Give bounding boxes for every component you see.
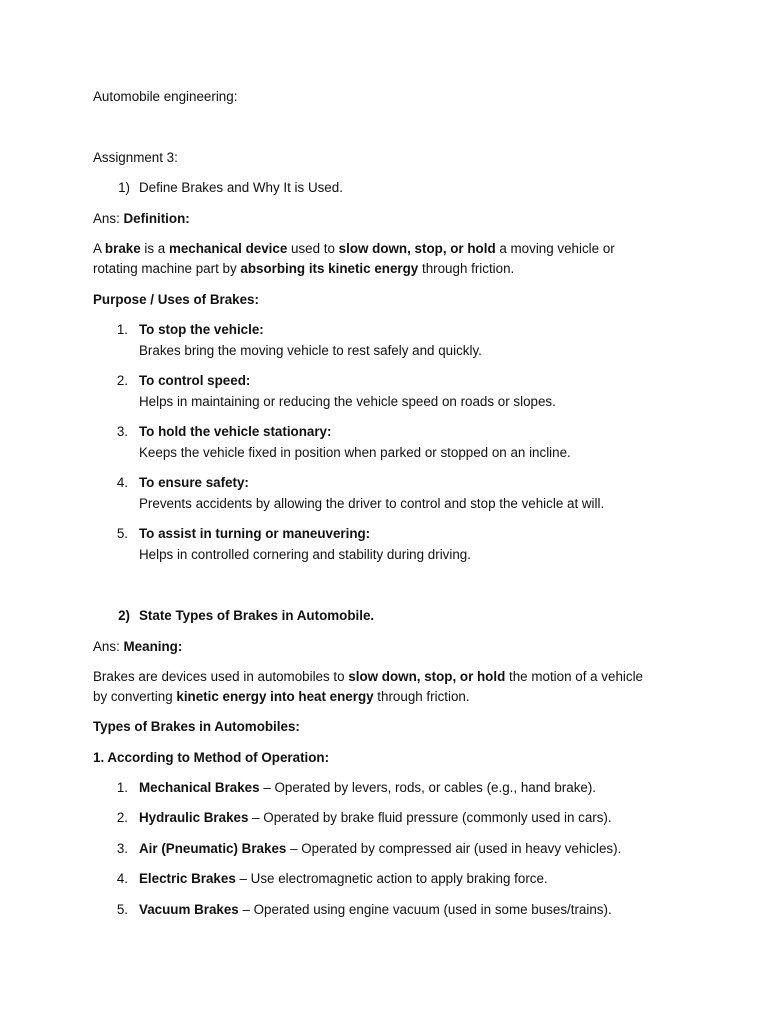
type-desc: – Operated using engine vacuum (used in some buses/trains). [238,902,612,917]
purpose-item-desc: Keeps the vehicle fixed in position when parked or stopped on an incline. [139,445,571,460]
question-2-text: State Types of Brakes in Automobile. [139,608,375,623]
text-run: through friction. [418,261,515,276]
definition-line-2 [93,259,514,279]
text-run: rotating machine part by [93,261,241,276]
type-item [139,869,548,889]
text-run: A [93,241,105,256]
purpose-item-title: To stop the vehicle: [139,322,264,337]
bold-run: absorbing its kinetic energy [240,261,419,276]
purpose-item-desc: Brakes bring the moving vehicle to rest safely and quickly. [139,343,482,358]
type-name: Electric Brakes [139,871,236,886]
bold-run: mechanical device [168,241,288,256]
text-run: through friction. [373,689,470,704]
text-run: a moving vehicle or [495,241,615,256]
purpose-item-title: To assist in turning or maneuvering: [139,526,371,541]
assignment-title: Assignment 3: [93,150,178,165]
bold-run: slow down, stop, or hold [348,669,506,684]
types-heading: Types of Brakes in Automobiles: [93,719,300,734]
meaning-label: Meaning: [123,639,183,654]
method-heading: 1. According to Method of Operation: [93,750,330,765]
type-item-number: 4. [116,871,128,886]
text-run: Brakes are devices used in automobiles to [93,669,349,684]
purpose-item-desc: Helps in controlled cornering and stability during driving. [139,547,471,562]
type-item [139,900,612,920]
text-run: used to [287,241,339,256]
bold-run: kinetic energy into heat energy [176,689,374,704]
type-desc: – Operated by brake fluid pressure (commonly used in cars). [248,810,612,825]
meaning-line-1 [93,667,643,687]
type-name: Air (Pneumatic) Brakes [139,841,287,856]
type-desc: – Operated by levers, rods, or cables (e.g., hand brake). [259,780,597,795]
definition-line-1 [93,239,615,259]
type-name: Vacuum Brakes [139,902,239,917]
purpose-item-number: 1. [116,322,128,337]
purpose-item-title: To ensure safety: [139,475,249,490]
type-desc: – Use electromagnetic action to apply braking force. [235,871,548,886]
bold-run: brake [104,241,141,256]
purpose-item-title: To control speed: [139,373,251,388]
question-1-number: 1) [118,180,130,195]
definition-label: Definition: [123,211,190,226]
purpose-item-number: 2. [116,373,128,388]
type-desc: – Operated by compressed air (used in heavy vehicles). [286,841,622,856]
type-item [139,839,621,859]
question-1-text: Define Brakes and Why It is Used. [139,180,343,195]
question-2-number: 2) [118,608,130,623]
type-name: Mechanical Brakes [139,780,260,795]
document-heading: Automobile engineering: [93,89,238,104]
type-item-number: 3. [116,841,128,856]
text-run: by converting [93,689,177,704]
purpose-item-number: 5. [116,526,128,541]
type-item-number: 1. [116,780,128,795]
purpose-item-desc: Prevents accidents by allowing the driver to control and stop the vehicle at will. [139,496,605,511]
purpose-item-number: 4. [116,475,128,490]
type-name: Hydraulic Brakes [139,810,249,825]
type-item [139,808,612,828]
answer-2-label [93,637,182,657]
answer-prefix: Ans: [93,211,124,226]
purpose-item-desc: Helps in maintaining or reducing the vehicle speed on roads or slopes. [139,394,556,409]
purpose-heading: Purpose / Uses of Brakes: [93,292,259,307]
answer-1-label [93,209,190,229]
text-run: the motion of a vehicle [505,669,643,684]
bold-run: slow down, stop, or hold [338,241,496,256]
type-item-number: 2. [116,810,128,825]
type-item-number: 5. [116,902,128,917]
answer-prefix: Ans: [93,639,124,654]
purpose-item-title: To hold the vehicle stationary: [139,424,332,439]
meaning-line-2 [93,687,470,707]
type-item [139,778,596,798]
text-run: is a [140,241,169,256]
purpose-item-number: 3. [116,424,128,439]
